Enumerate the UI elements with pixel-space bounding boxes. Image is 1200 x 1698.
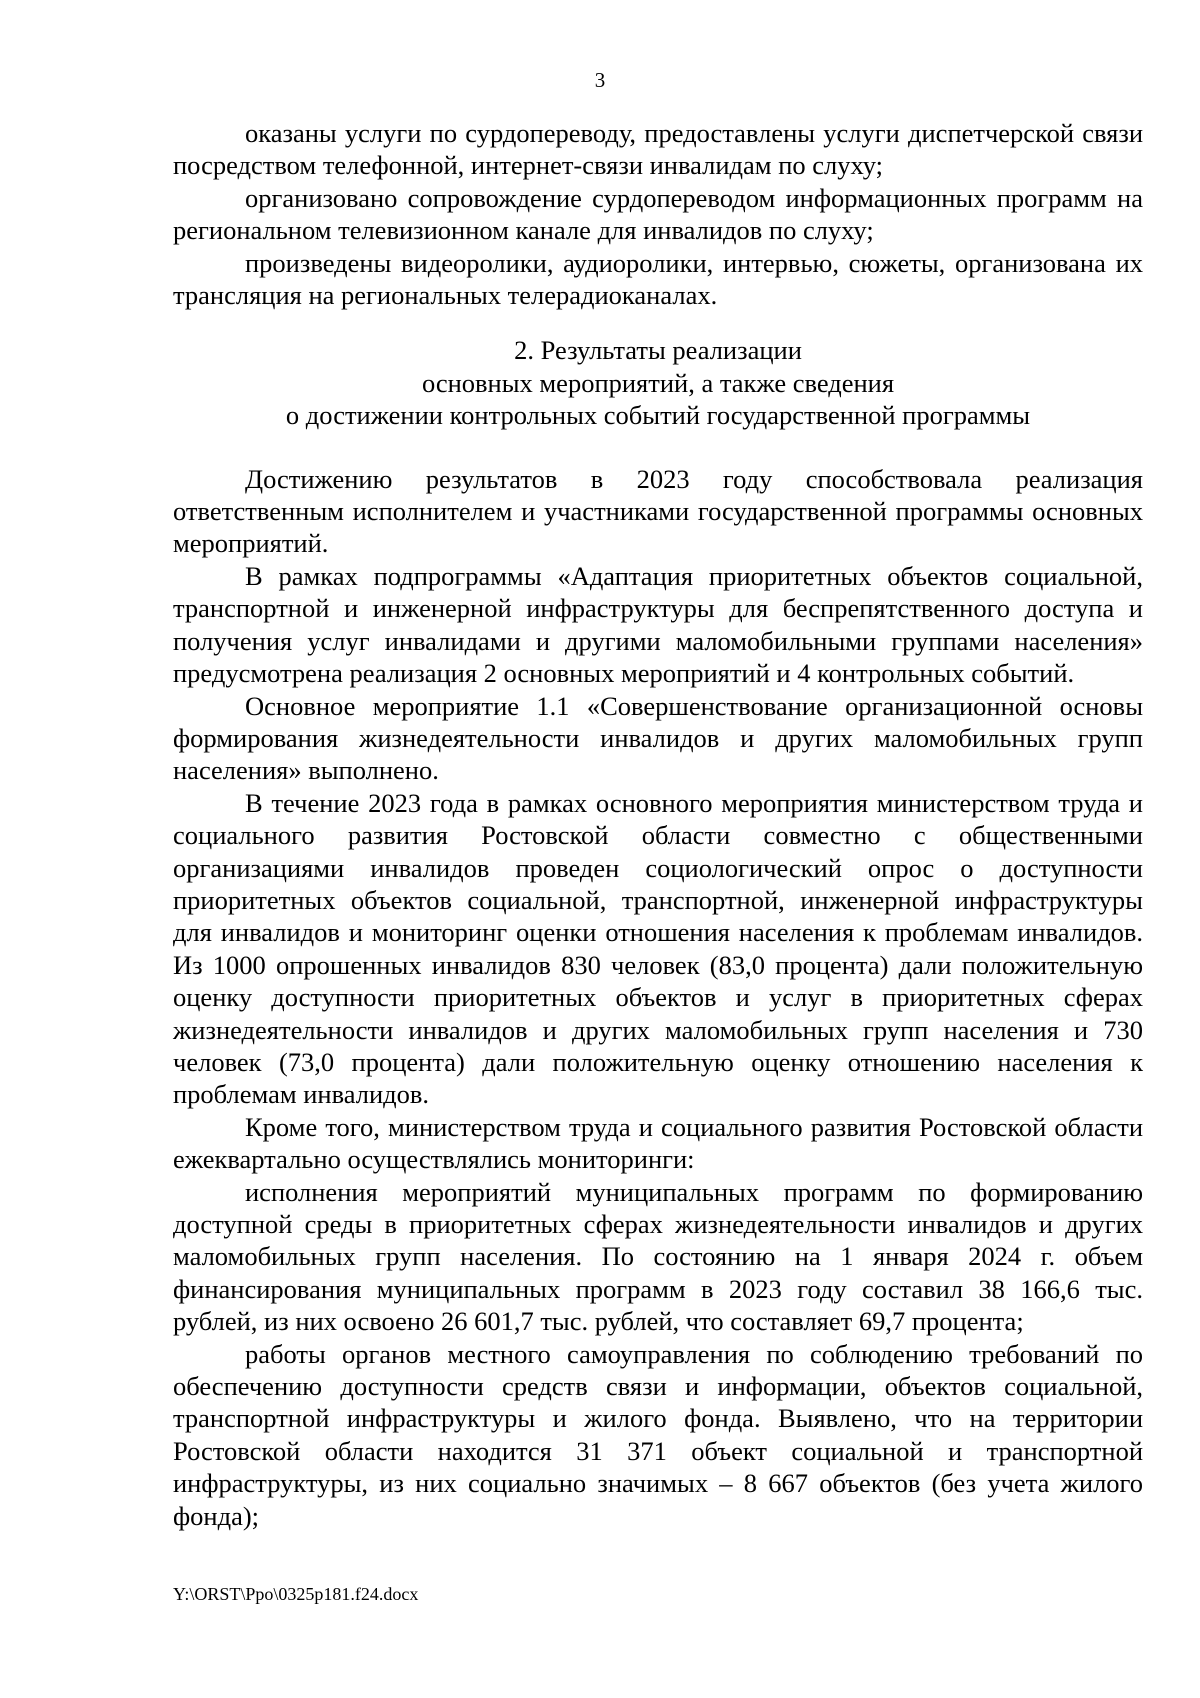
paragraph: работы органов местного самоуправления по соблюдению требований по обеспечению доступности средств связи и информации, объектов социальной, транспортной инфраструктуры и жилого фонда. Выявлено, что на территории Ростовской области находится 31 371 объект социальной и транспортной инфраструктуры, из них социально значимых – 8 667 объектов (без учета жилого фонда);: [173, 1338, 1143, 1531]
paragraph: Достижению результатов в 2023 году способствовала реализация ответственным исполнителем и участниками государственной программы основных мероприятий.: [173, 463, 1143, 559]
paragraph: оказаны услуги по сурдопереводу, предоставлены услуги диспетчерской связи посредством телефонной, интернет-связи инвалидам по слуху;: [173, 118, 1143, 181]
paragraph: исполнения мероприятий муниципальных программ по формированию доступной среды в приоритетных сферах жизнедеятельности инвалидов и других маломобильных групп населения. По состоянию на 1 января 2024 г. объем финансирования муниципальных программ в 2023 году составил 38 166,6 тыс. рублей, из них освоено 26 601,7 тыс. рублей, что составляет 69,7 процента;: [173, 1176, 1143, 1337]
page-number: 3: [594, 68, 606, 92]
section-heading-line: 2. Результаты реализации: [514, 335, 802, 366]
paragraph: Кроме того, министерством труда и социального развития Ростовской области ежеквартально осуществлялись мониторинги:: [173, 1111, 1143, 1175]
paragraph: В рамках подпрограммы «Адаптация приоритетных объектов социальной, транспортной и инженерной инфраструктуры для беспрепятственного доступа и получения услуг инвалидами и другими маломобильными группами населения» предусмотрена реализация 2 основных мероприятий и 4 контрольных событий.: [173, 560, 1143, 689]
footer-file-path: Y:\ORST\Ppo\0325p181.f24.docx: [173, 1584, 419, 1604]
section-heading-line: основных мероприятий, а также сведения: [421, 367, 895, 398]
document-body: [173, 117, 1143, 1532]
paragraph: В течение 2023 года в рамках основного мероприятия министерством труда и социального развития Ростовской области совместно с общественными организациями инвалидов проведен социологический опрос о доступности приоритетных объектов социальной, транспортной, инженерной инфраструктуры для инвалидов и мониторинг оценки отношения населения к проблемам инвалидов. Из 1000 опрошенных инвалидов 830 человек (83,0 процента) дали положительную оценку доступности приоритетных объектов и услуг в приоритетных сферах жизнедеятельности инвалидов и других маломобильных групп населения и 730 человек (73,0 процента) дали положительную оценку отношению населения к проблемам инвалидов.: [173, 787, 1143, 1110]
section-heading-line: о достижении контрольных событий государственной программы: [285, 400, 1031, 431]
section-heading: [173, 334, 1143, 431]
paragraph: организовано сопровождение сурдопереводом информационных программ на региональном телевизионном канале для инвалидов по слуху;: [173, 182, 1143, 246]
paragraph: произведены видеоролики, аудиоролики, интервью, сюжеты, организована их трансляция на региональных телерадиоканалах.: [173, 247, 1143, 311]
paragraph: Основное мероприятие 1.1 «Совершенствование организационной основы формирования жизнедеятельности инвалидов и других маломобильных групп населения» выполнено.: [173, 690, 1143, 786]
